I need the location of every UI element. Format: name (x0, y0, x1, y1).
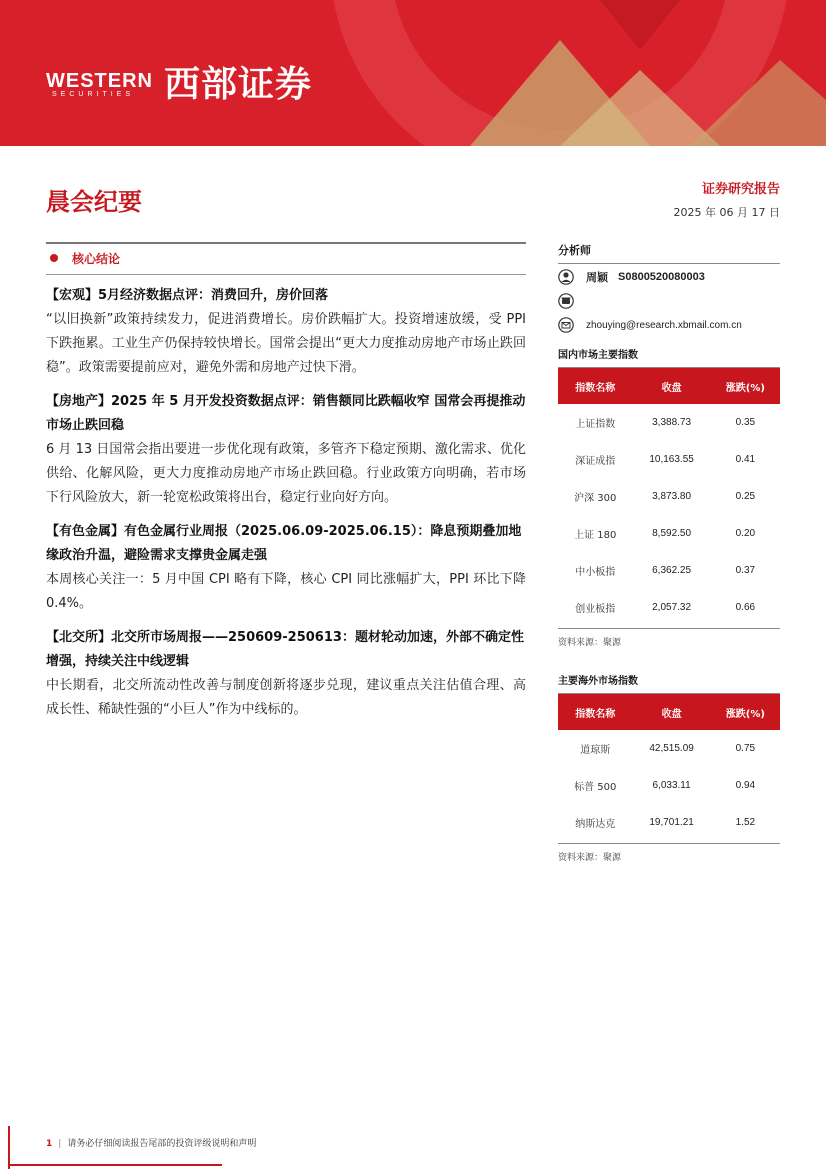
item-heading: 【北交所】北交所市场周报——250609-250613：题材轮动加速，外部不确定性增强，持续关注中线逻辑 (46, 630, 524, 669)
item-body: “以旧换新”政策持续发力，促进消费增长。房价跌幅扩大。投资增速放缓，受 PPI 下跌拖累。工业生产仍保持较快增长。国常会提出“更大力度推动房地产市场止跌回稳”。政策需要提前应对，避免外需和房地产过快下滑。 (46, 312, 526, 375)
index-name: 深证成指 (575, 456, 616, 467)
index-change: 0.41 (735, 454, 756, 465)
table-row (558, 767, 780, 804)
email-row-wrapper (558, 314, 780, 336)
page-number: 1 (46, 1139, 53, 1149)
index-close: 10,163.55 (649, 454, 694, 465)
phone-row (558, 290, 780, 312)
phone-icon (558, 293, 574, 309)
document-title: 晨会纪要 (46, 187, 142, 216)
item-heading: 【有色金属】有色金属行业周报（2025.06.09-2025.06.15）：降息预期叠加地缘政治升温，避险需求支撑贵金属走强 (46, 524, 522, 563)
index-name: 中小板指 (575, 567, 616, 578)
overseas-index-table (558, 694, 780, 841)
column-header: 收盘 (661, 708, 682, 720)
table-row (558, 515, 780, 552)
index-change: 0.94 (735, 780, 756, 791)
index-change: 1.52 (735, 817, 756, 828)
item-body: 6 月 13 日国常会指出要进一步优化现有政策，多管齐下稳定预期、激化需求、优化供给、化解风险，更大力度推动房地产市场止跌回稳。行业政策方向明确，若市场下行风险放大，新一轮宽松政策将出台，稳定行业向好方向。 (46, 442, 526, 505)
data-source-note: 资料来源：聚源 (558, 628, 780, 648)
index-name: 道琼斯 (580, 745, 611, 756)
report-type: 证券研究报告 (701, 182, 780, 197)
index-close: 6,362.25 (652, 565, 692, 576)
corner-decoration (8, 1164, 222, 1166)
table-row (558, 804, 780, 841)
analyst-certificate: S0800520080003 (618, 271, 705, 283)
index-name: 上证指数 (575, 419, 616, 430)
summary-item (46, 520, 526, 616)
logo-subtext: SECURITIES (52, 91, 135, 98)
table-row (558, 441, 780, 478)
table-header-row (558, 694, 780, 730)
section-header (46, 242, 526, 275)
item-body: 本周核心关注一：5 月中国 CPI 略有下降，核心 CPI 同比涨幅扩大，PPI 环比下降 0.4%。 (46, 572, 526, 611)
summary-item (46, 284, 526, 380)
table-row (558, 478, 780, 515)
footer-disclaimer: 请务必仔细阅读报告尾部的投资评级说明和声明 (67, 1139, 257, 1149)
logo-chinese: 西部证券 (164, 64, 313, 105)
table-header-row (558, 368, 780, 404)
index-change: 0.66 (735, 602, 756, 613)
index-close: 2,057.32 (652, 602, 692, 613)
report-date: 2025 年 06 月 17 日 (673, 206, 780, 219)
index-close: 3,388.73 (652, 417, 692, 428)
section-title: 核心结论 (72, 252, 121, 266)
sidebar (558, 242, 780, 863)
page-footer (46, 1136, 256, 1149)
analyst-name: 周颖 (586, 271, 608, 284)
footer-separator: | (58, 1139, 62, 1149)
index-name: 上证 180 (574, 530, 617, 541)
index-change: 0.37 (735, 565, 756, 576)
table-row (558, 730, 780, 767)
header-banner (0, 0, 826, 146)
column-header: 涨跌(%) (725, 382, 765, 394)
index-name: 沪深 300 (574, 493, 617, 504)
index-change: 0.20 (735, 528, 756, 539)
index-close: 8,592.50 (652, 528, 692, 539)
index-name: 创业板指 (575, 604, 616, 615)
table-row (558, 552, 780, 589)
summary-item (46, 626, 526, 722)
index-close: 42,515.09 (649, 743, 694, 754)
domestic-index-table (558, 368, 780, 626)
data-source-note: 资料来源：聚源 (558, 843, 780, 863)
item-heading: 【房地产】2025 年 5 月开发投资数据点评：销售额同比跌幅收窄 国常会再提推动市场止跌回稳 (46, 394, 526, 433)
column-header: 收盘 (661, 382, 682, 394)
index-close: 6,033.11 (652, 780, 691, 791)
index-close: 19,701.21 (649, 817, 694, 828)
index-close: 3,873.80 (652, 491, 692, 502)
item-heading: 【宏观】5月经济数据点评：消费回升，房价回落 (46, 288, 329, 303)
domestic-index-title: 国内市场主要指数 (558, 346, 780, 368)
index-change: 0.75 (735, 743, 756, 754)
overseas-index-title: 主要海外市场指数 (558, 672, 780, 694)
column-header: 涨跌(%) (725, 708, 765, 720)
column-header: 指数名称 (575, 382, 616, 394)
analyst-email[interactable]: zhouying@research.xbmail.com.cn (586, 319, 742, 331)
main-content (46, 284, 526, 732)
column-header: 指数名称 (575, 708, 616, 720)
bullet-dot-icon (50, 254, 58, 262)
mail-icon (558, 317, 574, 333)
table-row (558, 404, 780, 441)
logo-wordmark: WESTERN (46, 70, 153, 92)
table-row (558, 589, 780, 626)
index-name: 标普 500 (574, 782, 617, 793)
index-change: 0.35 (735, 417, 756, 428)
analyst-label: 分析师 (558, 242, 780, 264)
analyst-row (558, 266, 780, 288)
index-name: 纳斯达克 (575, 819, 616, 830)
person-icon (558, 269, 574, 285)
summary-item (46, 390, 526, 510)
corner-decoration (8, 1126, 10, 1169)
index-change: 0.25 (735, 491, 756, 502)
item-body: 中长期看，北交所流动性改善与制度创新将逐步兑现，建议重点关注估值合理、高成长性、稀缺性强的“小巨人”作为中线标的。 (46, 678, 526, 717)
